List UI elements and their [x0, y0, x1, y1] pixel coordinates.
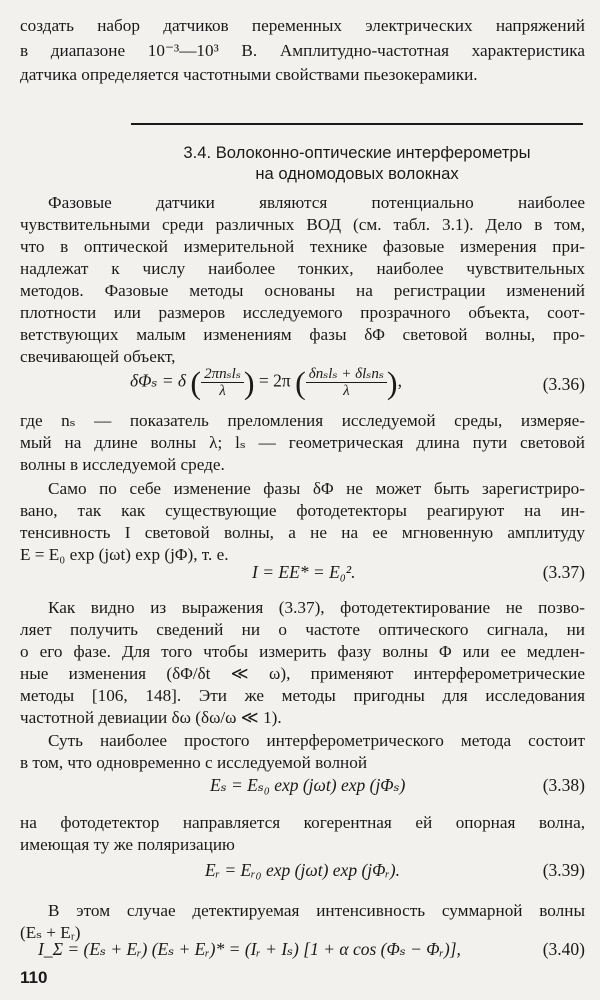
text-line: частотной девиации δω (δω/ω ≪ 1). — [20, 708, 282, 727]
text-line: чувствительными среди различных ВОД (см. табл. 3.1). Дело в том, — [20, 215, 585, 234]
text-line: Суть наиболее простого интерферометрического метода состоит — [48, 731, 585, 750]
equation-number: (3.39) — [542, 860, 585, 880]
equation-number: (3.37) — [542, 562, 585, 582]
text-line: датчика определяется частотными свойствами пьезокерамики. — [20, 65, 478, 84]
equation-body: δΦₛ = δ ( $\frac{\text{2πnₛlₛ}}{\lambda}$ ) = 2π ( $\frac{\text{δnₛlₛ + δlₛnₛ}}{\lambda}$ ), — [130, 364, 402, 401]
text-line: методов. Фазовые методы основаны на регистрации изменений — [20, 281, 585, 300]
text-line: ные изменения (δΦ/δt ≪ ω), применяют интерферометрические — [20, 664, 585, 683]
text-line: В этом случае детектируемая интенсивность суммарной волны — [48, 901, 585, 920]
section-rule — [131, 123, 583, 125]
eq-lhs: δΦₛ = δ — [130, 370, 187, 391]
page-number: 110 — [20, 968, 48, 987]
text-line: Фазовые датчики являются потенциально наиболее — [48, 193, 585, 212]
equation-body: I = EE* = E₀². — [252, 562, 356, 582]
text-line: ляет получить сведений ни о частоте оптического сигнала, ни — [20, 620, 585, 639]
fraction: $\frac{\text{2πnₛlₛ}}{\lambda}$ — [201, 366, 244, 399]
text-line: Само по себе изменение фазы δΦ не может быть зарегистриро- — [48, 479, 585, 498]
text-line: о его фазе. Для того чтобы измерить фазу волны Φ или ее медлен- — [20, 642, 585, 661]
equation-body: Eᵣ = Eᵣ₀ exp (jωt) exp (jΦᵣ). — [205, 860, 400, 880]
section-title-line-2: на одномодовых волокнах — [255, 164, 459, 183]
text-line: в диапазоне 10⁻³—10³ В. Амплитудно-частотная характеристика — [20, 41, 585, 60]
fraction: $\frac{\text{δnₛlₛ + δlₛnₛ}}{\lambda}$ — [306, 366, 387, 399]
text-line: имеющая ту же поляризацию — [20, 835, 235, 854]
equation-3-37 — [20, 552, 585, 596]
equation-number: (3.40) — [542, 939, 585, 959]
equation-3-38 — [20, 765, 585, 809]
section-title-line-1: 3.4. Волоконно-оптические интерферометры — [183, 143, 531, 162]
equation-number: (3.38) — [542, 775, 585, 795]
text-line: тенсивность I световой волны, а не на ее мгновенную амплитуду — [20, 523, 585, 542]
equation-body: Eₛ = Eₛ₀ exp (jωt) exp (jΦₛ) — [210, 775, 406, 795]
equation-number: (3.36) — [542, 374, 585, 394]
text-line: надлежат к числу наиболее тонких, наиболее чувствительных — [20, 259, 585, 278]
text-line: где nₛ — показатель преломления исследуемой среды, измеряе- — [20, 411, 585, 430]
text-line: ветствующих малым изменениям фазы δΦ световой волны, про- — [20, 325, 585, 344]
equation-3-39 — [20, 850, 585, 894]
equation-body: I_Σ = (Eₛ + Eᵣ) (Eₛ + Eᵣ)* = (Iᵣ + Iₛ) [1 + α cos (Φₛ − Φᵣ)], — [38, 939, 461, 959]
text-line: свечивающей объект, — [20, 347, 176, 366]
text-line: E = E₀ exp (jωt) exp (jΦ), т. е. — [20, 545, 229, 564]
text-line: на фотодетектор направляется когерентная ей опорная волна, — [20, 813, 585, 832]
text-line: вано, так как существующие фотодетекторы реагируют на ин- — [20, 501, 585, 520]
equation-3-36 — [20, 362, 585, 406]
text-line: в том, что одновременно с исследуемой волной — [20, 753, 368, 772]
text-line: что в оптической измерительной технике фазовые измерения при- — [20, 237, 585, 256]
equation-3-40 — [20, 933, 585, 963]
text-line: мый на длине волны λ; lₛ — геометрическая длина пути световой — [20, 433, 585, 452]
text-line: плотности или размеров исследуемого прозрачного объекта, соот- — [20, 303, 585, 322]
eq-mid: = 2π — [258, 370, 291, 391]
text-line: Как видно из выражения (3.37), фотодетектирование не позво- — [48, 598, 585, 617]
text-line: методы [106, 148]. Эти же методы пригодны для исследования — [20, 686, 585, 705]
text-line: создать набор датчиков переменных электрических напряжений — [20, 16, 585, 35]
text-line: (Eₛ + Eᵣ) — [20, 923, 81, 942]
text-line: волны в исследуемой среде. — [20, 455, 225, 474]
